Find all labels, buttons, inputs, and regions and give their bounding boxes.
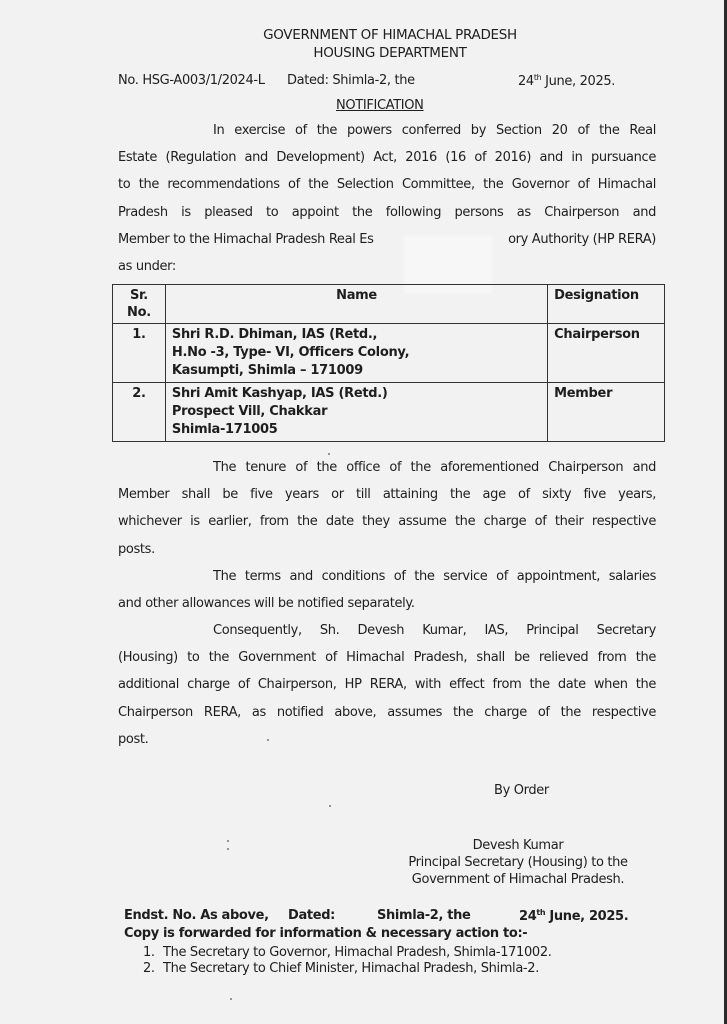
intro-line-part: ory Authority (HP RERA) (508, 231, 656, 247)
address-line: Kasumpti, Shimla – 171009 (171, 363, 363, 378)
tenure-line: posts. (118, 541, 155, 557)
cell-sr: 2. (113, 383, 166, 442)
tenure-line: Member shall be five years or till attaining the age of sixty five years, (118, 487, 656, 503)
date-day: 24 (519, 909, 537, 924)
cell-sr: 1. (113, 324, 166, 383)
terms-line: and other allowances will be notified separately. (118, 596, 415, 612)
recipient-item (143, 945, 552, 961)
scan-speck (230, 998, 232, 1000)
terms-paragraph (118, 563, 656, 617)
recipient-text: The Secretary to Governor, Himachal Pradesh, Shimla-171002. (163, 945, 552, 960)
date-suffix: th (536, 908, 546, 917)
scan-speck (227, 840, 229, 842)
name-line: Shri R.D. Dhiman, IAS (Retd., (171, 327, 378, 342)
consequently-line: post. (118, 731, 149, 747)
intro-line: as under: (118, 258, 176, 274)
consequently-line: additional charge of Chairperson, HP RERA, with effect from the date when the (118, 677, 656, 693)
address-line: H.No -3, Type- VI, Officers Colony, (171, 345, 410, 360)
scan-speck (328, 453, 330, 455)
table-row (113, 324, 665, 383)
scan-speck (227, 848, 229, 850)
endorsement-number: Endst. No. As above, (124, 908, 269, 923)
endorsement-dated-label: Dated: (288, 908, 335, 923)
intro-paragraph (118, 117, 656, 280)
recipient-number: 2. (143, 961, 155, 976)
header-sr-no: Sr. No. (113, 285, 166, 324)
tenure-line: whichever is earlier, from the date they assume the charge of their respective (118, 514, 656, 530)
header-name: Name (165, 285, 547, 324)
scan-speck (267, 739, 269, 741)
table-row (113, 383, 665, 442)
appointments-table (112, 284, 665, 442)
forward-line: Copy is forwarded for information & necessary action to:- (124, 926, 528, 941)
address-line: Prospect Vill, Chakkar (171, 404, 328, 419)
cell-name (165, 383, 547, 442)
cell-designation: Member (548, 383, 665, 442)
notification-title: NOTIFICATION (336, 98, 424, 113)
name-line: Shri Amit Kashyap, IAS (Retd.) (171, 386, 388, 401)
dated-label: Dated: Shimla-2, the (287, 73, 415, 88)
date-suffix: th (533, 73, 542, 82)
tenure-line: The tenure of the office of the aforementioned Chairperson and (213, 460, 656, 475)
consequently-paragraph (118, 617, 656, 753)
cell-designation: Chairperson (548, 324, 665, 383)
recipients-list (143, 945, 552, 977)
table-header-row (113, 285, 665, 324)
reference-number: No. HSG-A003/1/2024-L (118, 73, 265, 88)
consequently-line: Consequently, Sh. Devesh Kumar, IAS, Principal Secretary (213, 623, 656, 638)
signatory-title: Principal Secretary (Housing) to the (408, 855, 628, 870)
intro-line (118, 226, 656, 253)
intro-line: In exercise of the powers conferred by Section 20 of the Real (213, 123, 656, 138)
address-line: Shimla-171005 (171, 422, 278, 437)
scan-speck (329, 805, 331, 807)
consequently-line: (Housing) to the Government of Himachal Pradesh, shall be relieved from the (118, 650, 656, 666)
intro-line: Pradesh is pleased to appoint the following persons as Chairperson and (118, 204, 656, 220)
government-heading: GOVERNMENT OF HIMACHAL PRADESH (263, 27, 517, 43)
signatory-block (398, 837, 638, 888)
date-rest: June, 2025. (545, 909, 629, 924)
intro-line-part: Member to the Himachal Pradesh Real Es (118, 231, 374, 247)
notification-date (518, 73, 615, 89)
department-heading: HOUSING DEPARTMENT (313, 45, 467, 61)
recipient-number: 1. (143, 945, 155, 960)
by-order: By Order (494, 783, 549, 798)
cell-name (165, 324, 547, 383)
terms-line: The terms and conditions of the service of appointment, salaries (213, 569, 656, 584)
recipient-text: The Secretary to Chief Minister, Himachal Pradesh, Shimla-2. (163, 961, 539, 976)
date-day: 24 (518, 74, 534, 89)
endorsement-date (519, 908, 628, 924)
header-designation: Designation (548, 285, 665, 324)
signatory-title: Government of Himachal Pradesh. (411, 872, 625, 887)
signatory-name: Devesh Kumar (472, 838, 564, 853)
intro-line: to the recommendations of the Selection Committee, the Governor of Himachal (118, 177, 656, 193)
tenure-paragraph (118, 454, 656, 563)
endorsement-place: Shimla-2, the (377, 908, 471, 923)
intro-line: Estate (Regulation and Development) Act, 2016 (16 of 2016) and in pursuance (118, 150, 656, 166)
date-rest: June, 2025. (541, 74, 616, 89)
recipient-item (143, 961, 552, 977)
consequently-line: Chairperson RERA, as notified above, assumes the charge of the respective (118, 704, 656, 720)
